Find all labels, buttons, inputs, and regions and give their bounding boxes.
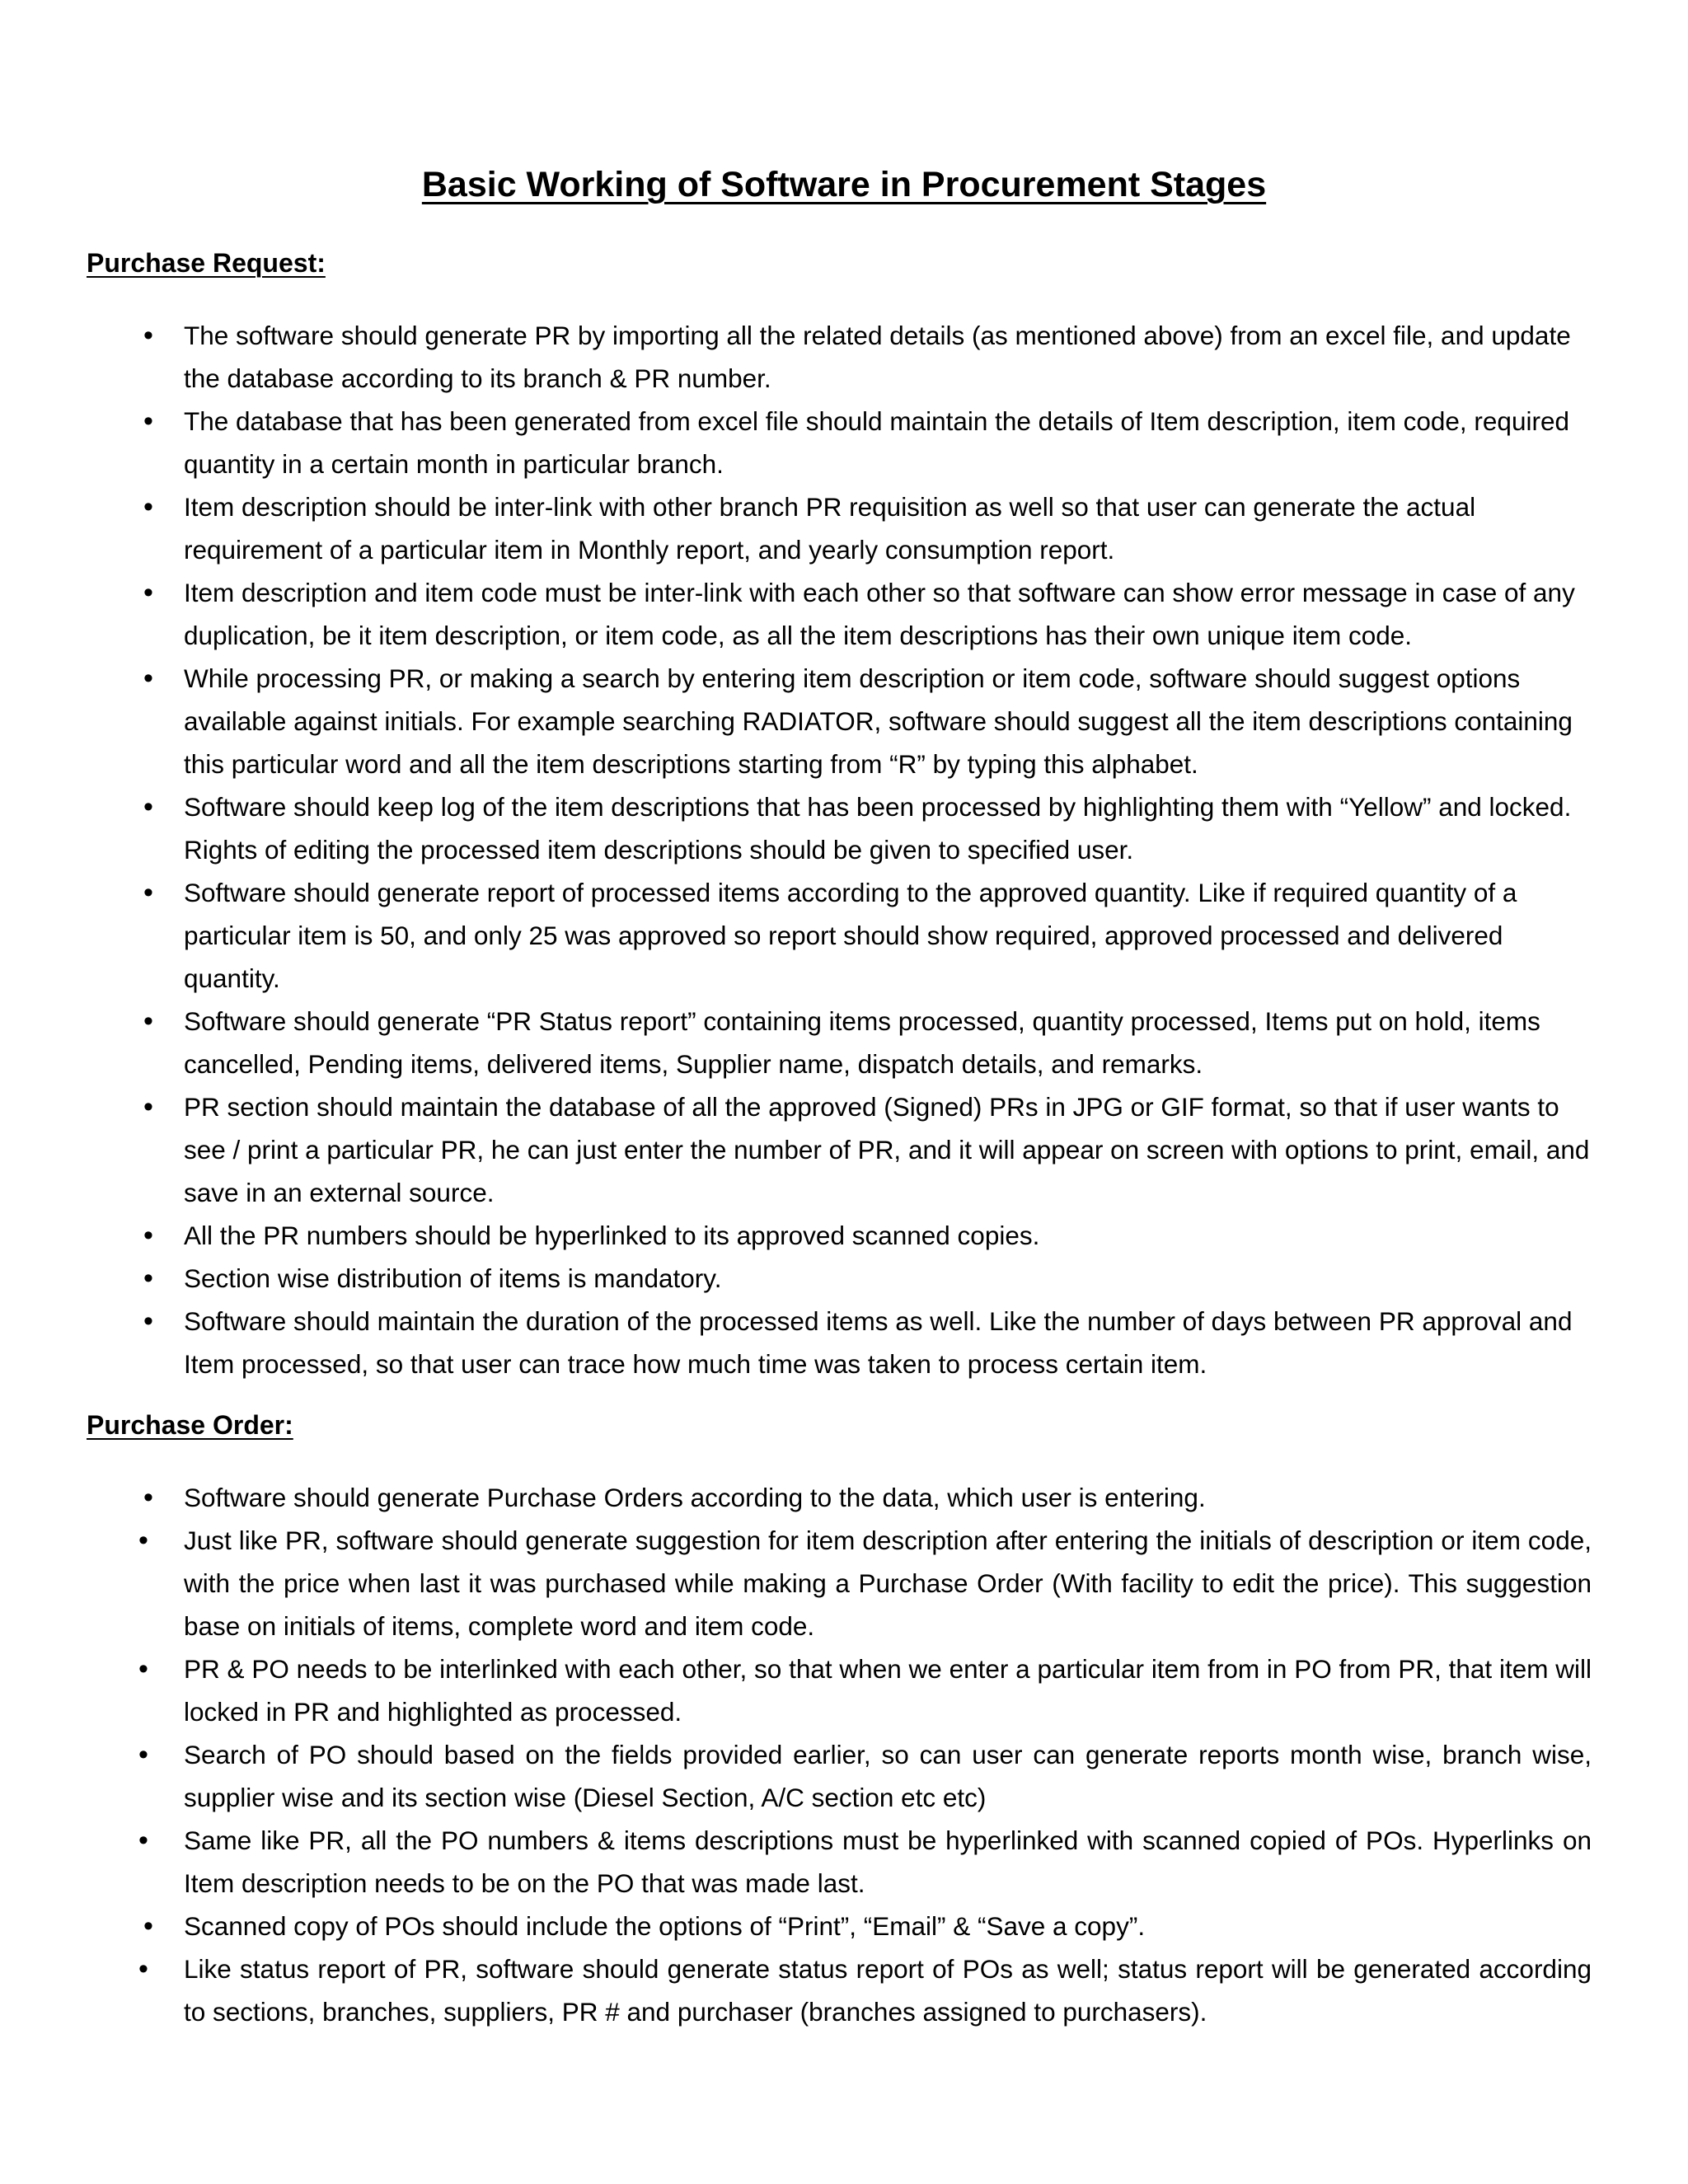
list-item-text: Like status report of PR, software should generate status report of POs as well; status report will be generated according to sections, branches, suppliers, PR # and purchaser (branches assigned to purchasers). [184, 1954, 1592, 2027]
list-item-text: Scanned copy of POs should include the options of “Print”, “Email” & “Save a copy”. [184, 1911, 1146, 1941]
bullet-icon: • [143, 791, 153, 823]
bullet-icon: • [143, 1220, 153, 1251]
purchase-request-list [143, 314, 1592, 1385]
bullet-icon: • [143, 320, 153, 351]
list-item-text: Section wise distribution of items is mandatory. [184, 1263, 722, 1293]
list-item-text: While processing PR, or making a search by entering item description or item code, software should suggest options available against initials. For example searching RADIATOR, software should suggest all the item descriptions containing this particular word and all the item descriptions starting from “R” by typing this alphabet. [184, 663, 1573, 779]
list-item-text: Software should generate Purchase Orders according to the data, which user is entering. [184, 1483, 1206, 1512]
list-item-text: The database that has been generated from excel file should maintain the details of Item description, item code, required quantity in a certain month in particular branch. [184, 406, 1569, 479]
list-item [143, 1257, 1592, 1300]
list-item [143, 571, 1592, 657]
list-item-text: Software should generate “PR Status report” containing items processed, quantity processed, Items put on hold, items cancelled, Pending items, delivered items, Supplier name, dispatch details, and remarks. [184, 1006, 1540, 1079]
list-item [138, 1519, 1592, 1647]
list-item [143, 1214, 1592, 1257]
list-item-text: PR & PO needs to be interlinked with each other, so that when we enter a particular item from in PO from PR, that item will locked in PR and highlighted as processed. [184, 1654, 1592, 1727]
bullet-icon: • [138, 1525, 148, 1556]
list-item [138, 1947, 1592, 2033]
list-item [143, 785, 1592, 871]
section-heading-purchase-request: Purchase Request: [87, 248, 326, 278]
bullet-icon: • [138, 1739, 148, 1770]
list-item-text: Software should generate report of processed items according to the approved quantity. Like if required quantity of a particular item is 50, and only 25 was approved so report should show required, approved processed and delivered quantity. [184, 878, 1517, 993]
list-item [138, 1733, 1592, 1819]
section-heading-purchase-order: Purchase Order: [87, 1410, 293, 1440]
bullet-icon: • [143, 1263, 153, 1294]
list-item [143, 1000, 1592, 1085]
list-item-text: Software should keep log of the item descriptions that has been processed by highlighting them with “Yellow” and locked. Rights of editing the processed item descriptions should be given to specified user. [184, 792, 1572, 865]
list-item [143, 314, 1592, 400]
list-item [143, 485, 1592, 571]
list-item-text: The software should generate PR by importing all the related details (as mentioned above) from an excel file, and update the database according to its branch & PR number. [184, 321, 1571, 393]
list-item-text: Software should maintain the duration of the processed items as well. Like the number of days between PR approval and Item processed, so that user can trace how much time was taken to process certain item. [184, 1306, 1573, 1379]
bullet-icon: • [143, 877, 153, 908]
list-item [143, 657, 1592, 785]
bullet-icon: • [138, 1953, 148, 1985]
list-item [143, 1300, 1592, 1385]
bullet-icon: • [143, 1482, 153, 1513]
bullet-icon: • [143, 1091, 153, 1122]
list-item [143, 871, 1592, 1000]
bullet-icon: • [143, 405, 153, 437]
list-item [143, 1905, 1592, 1947]
bullet-icon: • [143, 663, 153, 694]
list-item-text: PR section should maintain the database of all the approved (Signed) PRs in JPG or GIF format, so that if user wants to see / print a particular PR, he can just enter the number of PR, and it will appear on screen with options to print, email, and save in an external source. [184, 1092, 1590, 1207]
bullet-icon: • [143, 577, 153, 608]
bullet-icon: • [143, 1910, 153, 1942]
bullet-icon: • [143, 1305, 153, 1337]
list-item [138, 1647, 1592, 1733]
list-item [143, 1476, 1592, 1519]
bullet-icon: • [138, 1653, 148, 1685]
list-item-text: Item description should be inter-link with other branch PR requisition as well so that user can generate the actual requirement of a particular item in Monthly report, and yearly consumption report. [184, 492, 1476, 565]
document-title: Basic Working of Software in Procurement Stages [421, 165, 1267, 204]
list-item [143, 400, 1592, 485]
list-item-text: Search of PO should based on the fields provided earlier, so can user can generate reports month wise, branch wise, supplier wise and its section wise (Diesel Section, A/C section etc etc) [184, 1740, 1592, 1812]
purchase-order-list [138, 1476, 1592, 2033]
list-item-text: Same like PR, all the PO numbers & items descriptions must be hyperlinked with scanned copied of POs. Hyperlinks on Item description needs to be on the PO that was made last. [184, 1825, 1592, 1898]
list-item-text: Just like PR, software should generate suggestion for item description after entering the initials of description or item code, with the price when last it was purchased while making a Purchase Order (With facility to edit the price). This suggestion base on initials of items, complete word and item code. [184, 1526, 1592, 1641]
bullet-icon: • [143, 1005, 153, 1037]
list-item-text: All the PR numbers should be hyperlinked to its approved scanned copies. [184, 1221, 1040, 1250]
bullet-icon: • [143, 491, 153, 523]
list-item [143, 1085, 1592, 1214]
list-item [138, 1819, 1592, 1905]
list-item-text: Item description and item code must be inter-link with each other so that software can show error message in case of any duplication, be it item description, or item code, as all the item descriptions has their own unique item code. [184, 578, 1575, 650]
bullet-icon: • [138, 1825, 148, 1856]
